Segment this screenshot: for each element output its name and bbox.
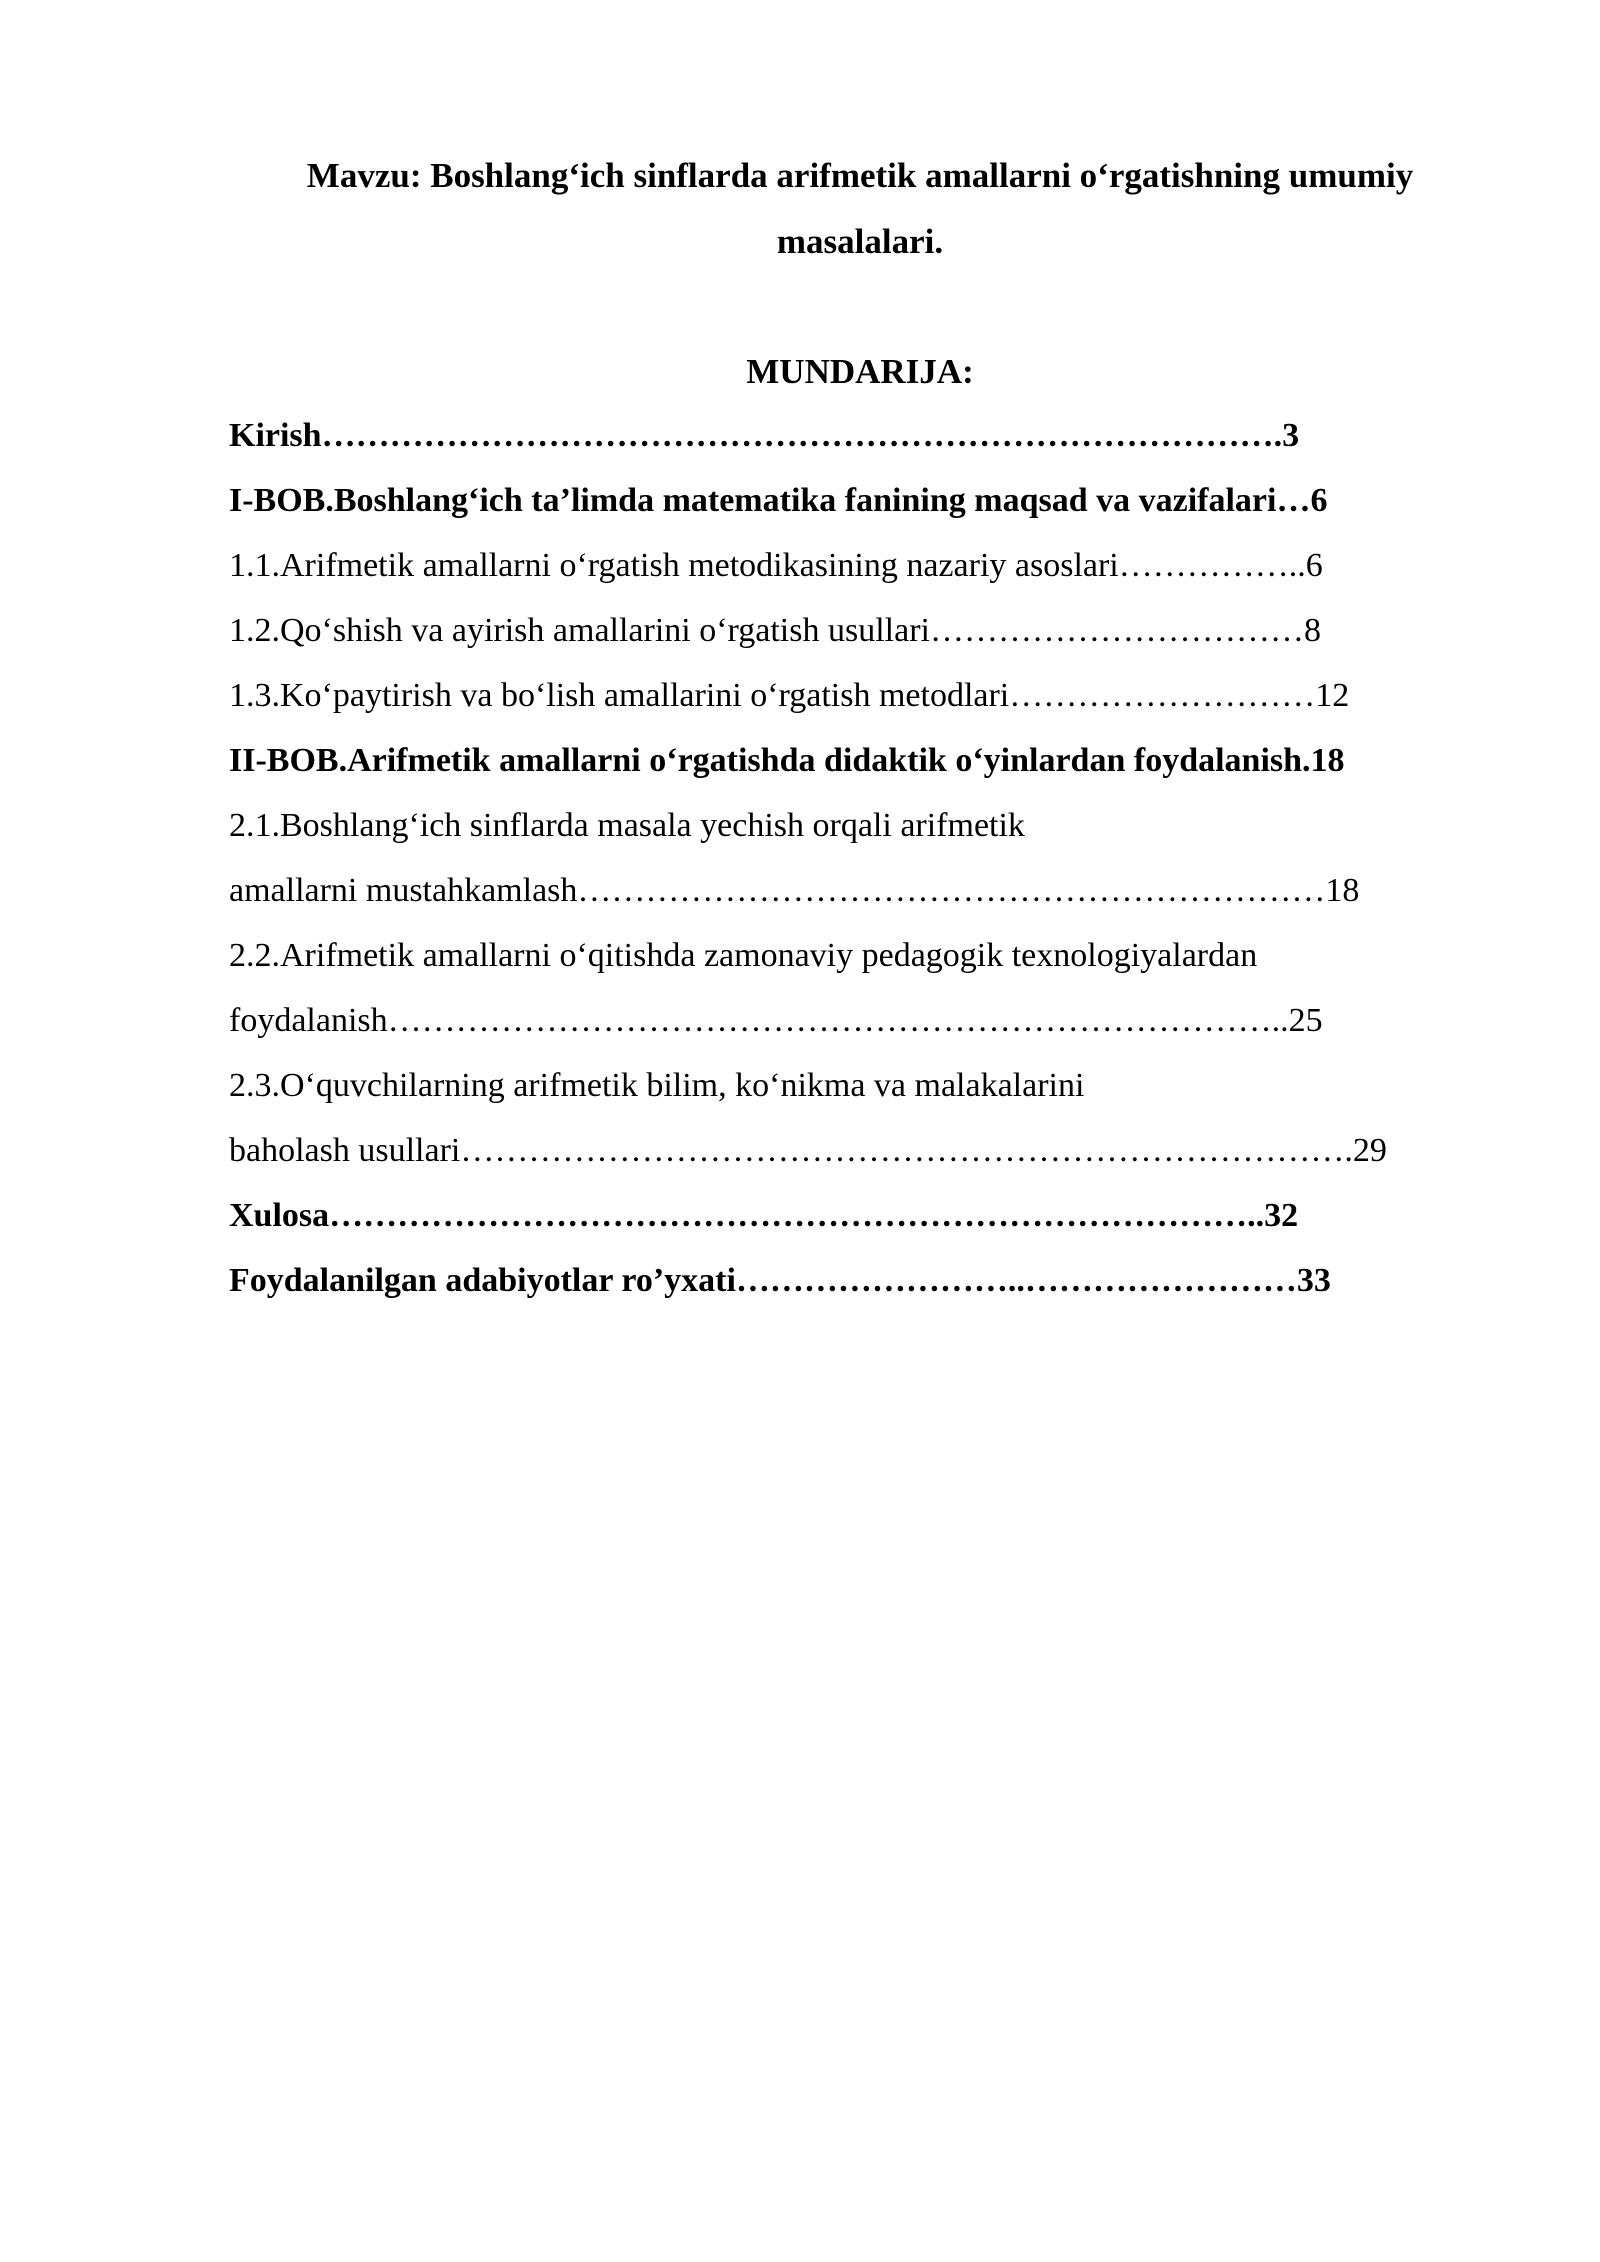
toc-entry-section-1-2: 1.2.Qo‘shish va ayirish amallarini o‘rgatish usullari……………………………8 (229, 612, 1321, 649)
toc-entry-references: Foydalanilgan adabiyotlar ro’yxati……………………..……………………33 (229, 1262, 1331, 1299)
toc-entry-section-2-2-part-2: foydalanish……………………………………………………………………..25 (229, 1002, 1323, 1039)
title-line-2: masalalari. (776, 222, 944, 261)
toc-entry-chapter-1: I-BOB.Boshlang‘ich ta’limda matematika fanining maqsad va vazifalari…6 (229, 482, 1328, 519)
toc-entry-section-1-3: 1.3.Ko‘paytirish va bo‘lish amallarini o‘rgatish metodlari………………………12 (229, 677, 1350, 714)
toc-entry-section-2-3-part-1: 2.3.O‘quvchilarning arifmetik bilim, ko‘nikma va malakalarini (229, 1067, 1085, 1104)
contents-heading: MUNDARIJA: (746, 352, 974, 391)
toc-entry-section-2-3-part-2: baholash usullari…………………………………………………………………….29 (229, 1132, 1387, 1169)
toc-entry-introduction: Kirish………………………………………………………………………….3 (229, 417, 1300, 454)
toc-entry-section-2-1-part-2: amallarni mustahkamlash…………………………………………………………18 (229, 872, 1360, 909)
toc-entry-section-2-2-part-1: 2.2.Arifmetik amallarni o‘qitishda zamonaviy pedagogik texnologiyalardan (229, 937, 1258, 974)
toc-entry-section-2-1-part-1: 2.1.Boshlang‘ich sinflarda masala yechish orqali arifmetik (229, 807, 1025, 844)
toc-entry-chapter-2: II-BOB.Arifmetik amallarni o‘rgatishda didaktik o‘yinlardan foydalanish.18 (229, 742, 1345, 779)
table-of-contents (229, 414, 1519, 1324)
toc-entry-conclusion: Xulosa………………………………………………………………………..32 (229, 1197, 1299, 1234)
toc-entry-section-1-1: 1.1.Arifmetik amallarni o‘rgatish metodikasining nazariy asoslari……………..6 (229, 547, 1323, 584)
title-line-1: Mavzu: Boshlang‘ich sinflarda arifmetik amallarni o‘rgatishning umumiy (306, 156, 1414, 195)
